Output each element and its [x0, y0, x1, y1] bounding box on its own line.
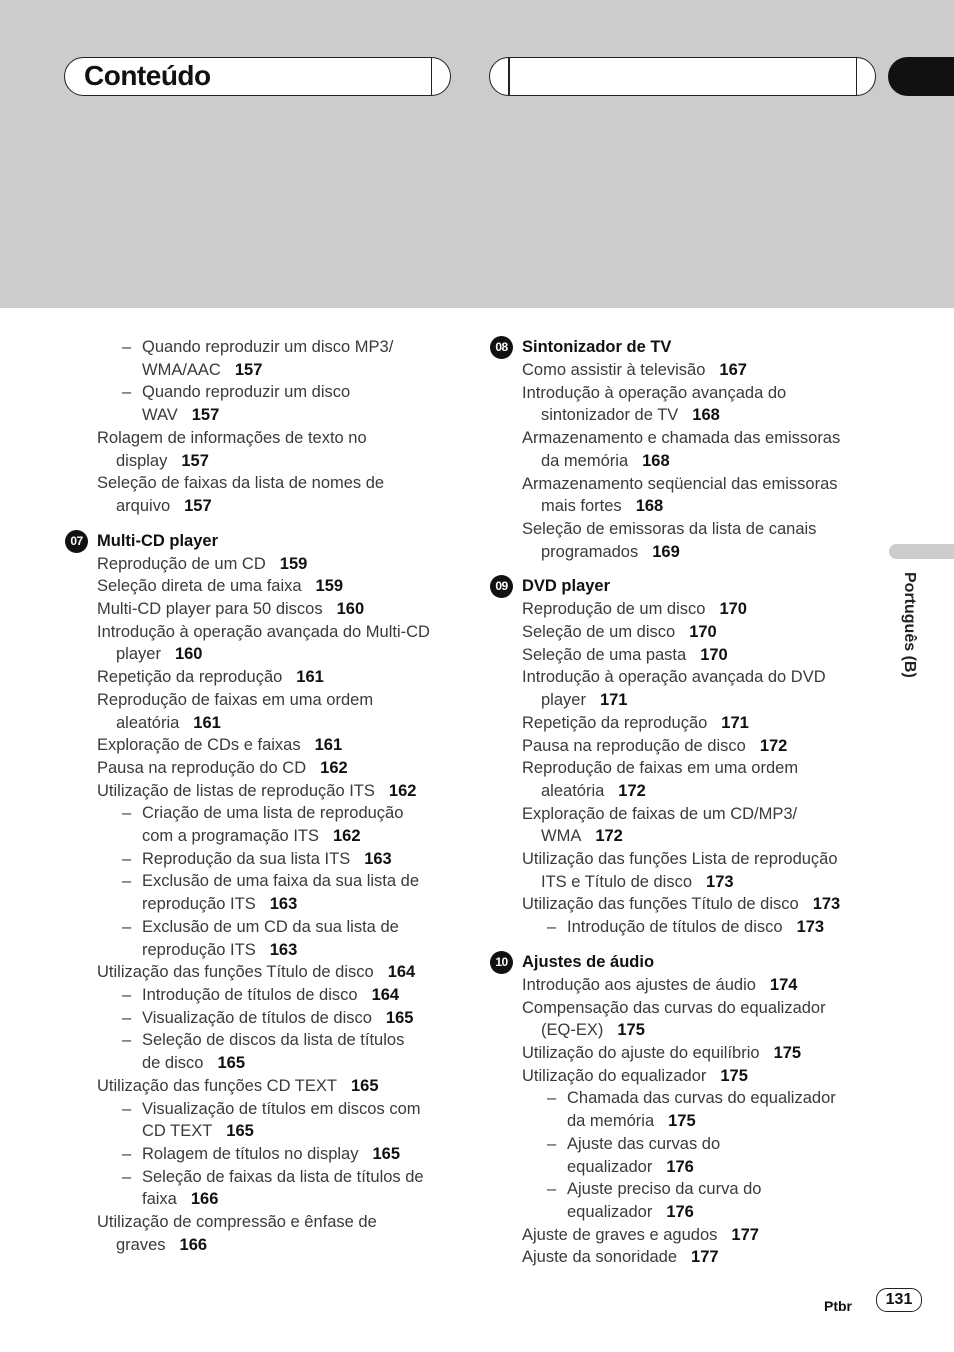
entry-line	[64, 621, 434, 644]
entry-line	[64, 1098, 434, 1121]
entry-text: graves	[116, 1235, 166, 1254]
dash-bullet: –	[547, 1180, 557, 1199]
entry-text: Utilização das funções Título de disco	[522, 895, 799, 914]
entry-page-number: 160	[174, 645, 203, 664]
toc-entry	[489, 1133, 874, 1178]
toc-entry	[489, 848, 874, 893]
entry-line	[489, 359, 874, 382]
entry-line	[489, 1224, 874, 1247]
entry-line	[64, 712, 434, 735]
entry-line	[64, 381, 434, 404]
entry-line	[489, 712, 874, 735]
section-heading	[489, 951, 874, 974]
entry-text: Introdução à operação avançada do Multi-CD	[97, 622, 430, 641]
entry-text: de disco	[142, 1054, 204, 1073]
entry-line	[64, 734, 434, 757]
entry-line	[489, 974, 874, 997]
dash-bullet: –	[122, 1144, 132, 1163]
entry-text: Seleção de uma pasta	[522, 645, 687, 664]
entry-line	[64, 359, 434, 382]
toc-entry	[489, 735, 874, 758]
entry-line	[489, 871, 874, 894]
entry-page-number: 176	[666, 1202, 694, 1221]
toc-entry	[489, 598, 874, 621]
toc-entry	[64, 1098, 434, 1143]
entry-text: Reprodução de faixas em uma ordem	[522, 759, 799, 778]
toc-entry	[64, 666, 434, 689]
entry-text: da memória	[567, 1112, 655, 1131]
entry-text: com a programação ITS	[142, 827, 319, 846]
entry-text: Utilização das funções Título de disco	[97, 963, 374, 982]
language-side-tab	[889, 544, 954, 559]
entry-text: Reprodução de um CD	[97, 554, 266, 573]
toc-section	[64, 530, 434, 1257]
dash-bullet: –	[122, 804, 132, 823]
entry-text: equalizador	[567, 1202, 653, 1221]
entry-text: Introdução de títulos de disco	[567, 918, 783, 937]
language-label: Português (B)	[901, 572, 918, 678]
entry-text: ITS e Título de disco	[541, 872, 693, 891]
toc-entry	[64, 427, 434, 472]
entry-line	[64, 870, 434, 893]
dash-bullet: –	[547, 1134, 557, 1153]
toc-entry	[489, 518, 874, 563]
entry-text: Seleção direta de uma faixa	[97, 577, 302, 596]
chapter-number-badge: 08	[490, 336, 513, 359]
entry-page-number: 163	[269, 940, 298, 959]
toc-entry	[489, 1042, 874, 1065]
toc-entry	[489, 1087, 874, 1132]
entry-line	[64, 1075, 434, 1098]
entry-page-number: 165	[385, 1008, 414, 1027]
page-number: 131	[876, 1288, 922, 1312]
entry-line	[64, 984, 434, 1007]
entry-line	[64, 553, 434, 576]
entry-page-number: 175	[668, 1112, 696, 1131]
chapter-number-badge: 09	[490, 575, 513, 598]
entry-line	[489, 689, 874, 712]
entry-line	[489, 848, 874, 871]
chapter-tab	[888, 57, 954, 96]
toc-entry	[64, 1166, 434, 1211]
entry-text: reprodução ITS	[142, 895, 256, 914]
entry-line	[489, 825, 874, 848]
entry-page-number: 166	[190, 1190, 219, 1209]
entry-text: Pausa na reprodução do CD	[97, 758, 307, 777]
entry-text: Seleção de emissoras da lista de canais	[522, 519, 817, 538]
entry-text: Seleção de discos da lista de títulos	[142, 1031, 405, 1050]
entry-text: WMA	[541, 827, 582, 846]
entry-line	[64, 939, 434, 962]
entry-page-number: 173	[796, 918, 825, 937]
entry-text: Ajuste preciso da curva do	[567, 1180, 762, 1199]
entry-line	[64, 1166, 434, 1189]
toc-entry	[64, 336, 434, 381]
entry-line	[489, 1065, 874, 1088]
entry-line	[489, 997, 874, 1020]
toc-entry	[489, 916, 874, 939]
entry-page-number: 163	[269, 895, 298, 914]
toc-entry	[64, 757, 434, 780]
toc-entry	[64, 1029, 434, 1074]
entry-page-number: 176	[666, 1157, 694, 1176]
toc-entry	[64, 780, 434, 803]
toc-entry	[64, 1143, 434, 1166]
entry-line	[489, 1156, 874, 1179]
entry-line	[489, 757, 874, 780]
entry-line	[64, 825, 434, 848]
entry-text: Seleção de faixas da lista de nomes de	[97, 474, 385, 493]
entry-page-number: 166	[179, 1235, 208, 1254]
entry-text: mais fortes	[541, 497, 622, 516]
toc-entry	[489, 803, 874, 848]
chapter-number-badge: 10	[490, 951, 513, 974]
entry-line	[64, 575, 434, 598]
entry-line	[489, 450, 874, 473]
entry-text: da memória	[541, 451, 629, 470]
entry-page-number: 161	[314, 736, 343, 755]
toc-entry	[64, 472, 434, 517]
entry-text: Ajuste de graves e agudos	[522, 1225, 718, 1244]
entry-line	[489, 803, 874, 826]
entry-line	[489, 1201, 874, 1224]
toc-section	[64, 336, 434, 518]
entry-text: Utilização das funções Lista de reprodução	[522, 850, 838, 869]
entry-line	[64, 495, 434, 518]
header-band	[0, 0, 954, 308]
entry-text: Quando reproduzir um disco MP3/	[142, 338, 394, 356]
toc-entry	[64, 802, 434, 847]
dash-bullet: –	[122, 1099, 132, 1118]
entry-text: Armazenamento seqüencial das emissoras	[522, 474, 838, 493]
entry-text: sintonizador de TV	[541, 406, 679, 425]
entry-text: Exclusão de um CD da sua lista de	[142, 917, 399, 936]
entry-line	[489, 621, 874, 644]
toc-entry	[64, 553, 434, 576]
dash-bullet: –	[122, 1031, 132, 1050]
entry-page-number: 163	[364, 849, 392, 868]
entry-line	[64, 1029, 434, 1052]
toc-section	[489, 336, 874, 563]
entry-page-number: 175	[720, 1066, 748, 1085]
entry-page-number: 164	[387, 963, 416, 982]
dash-bullet: –	[122, 849, 132, 868]
entry-line	[489, 541, 874, 564]
entry-page-number: 177	[731, 1225, 759, 1244]
toc-section	[489, 575, 874, 939]
entry-text: Exploração de CDs e faixas	[97, 736, 301, 755]
entry-line	[64, 961, 434, 984]
toc-entry	[64, 870, 434, 915]
toc-entry	[489, 427, 874, 472]
entry-line	[489, 473, 874, 496]
toc-entry	[64, 621, 434, 666]
toc-entry	[489, 359, 874, 382]
toc-entry	[489, 382, 874, 427]
entry-text: player	[541, 691, 586, 710]
entry-text: Introdução à operação avançada do DVD	[522, 668, 826, 687]
toc-entry	[64, 689, 434, 734]
entry-line	[64, 472, 434, 495]
entry-line	[489, 1019, 874, 1042]
header-frame-right	[489, 57, 876, 96]
entry-line	[489, 427, 874, 450]
dash-bullet: –	[547, 918, 557, 937]
entry-line	[64, 916, 434, 939]
entry-page-number: 165	[226, 1122, 254, 1141]
entry-line	[489, 735, 874, 758]
entry-text: Ajuste das curvas do	[567, 1134, 721, 1153]
entry-line	[64, 1234, 434, 1257]
entry-text: Ajuste da sonoridade	[522, 1248, 678, 1267]
entry-page-number: 165	[372, 1144, 400, 1163]
entry-text: Armazenamento e chamada das emissoras	[522, 429, 841, 448]
entry-page-number: 172	[759, 736, 788, 755]
toc-entry	[489, 1224, 874, 1247]
entry-page-number: 172	[618, 781, 646, 800]
entry-page-number: 170	[689, 623, 717, 642]
toc-entry	[64, 575, 434, 598]
section-heading	[489, 336, 874, 359]
entry-text: WAV	[142, 406, 178, 425]
entry-text: Seleção de um disco	[522, 623, 676, 642]
entry-text: Introdução à operação avançada do	[522, 383, 787, 402]
entry-line	[64, 1052, 434, 1075]
entry-line	[64, 598, 434, 621]
entry-line	[64, 1143, 434, 1166]
toc-entry	[489, 644, 874, 667]
entry-line	[489, 1042, 874, 1065]
entry-page-number: 173	[706, 872, 734, 891]
toc-entry	[64, 381, 434, 426]
entry-line	[64, 336, 434, 359]
entry-page-number: 160	[336, 600, 365, 619]
entry-line	[489, 598, 874, 621]
toc-entry	[489, 1178, 874, 1223]
entry-page-number: 157	[234, 360, 263, 379]
toc-entry	[64, 598, 434, 621]
entry-text: Reprodução da sua lista ITS	[142, 849, 351, 868]
entry-text: Utilização das funções CD TEXT	[97, 1076, 337, 1095]
entry-line	[64, 757, 434, 780]
entry-text: Visualização de títulos de disco	[142, 1008, 372, 1027]
dash-bullet: –	[122, 872, 132, 891]
entry-line	[64, 666, 434, 689]
section-title: Sintonizador de TV	[522, 338, 672, 356]
entry-text: Reprodução de faixas em uma ordem	[97, 690, 374, 709]
entry-line	[64, 848, 434, 871]
toc-entry	[489, 757, 874, 802]
entry-page-number: 175	[773, 1043, 802, 1062]
entry-text: faixa	[142, 1190, 177, 1209]
toc-entry	[489, 1065, 874, 1088]
toc-entry	[64, 734, 434, 757]
entry-page-number: 159	[279, 554, 308, 573]
entry-page-number: 165	[217, 1054, 245, 1073]
entry-text: Utilização do equalizador	[522, 1066, 707, 1085]
entry-page-number: 168	[692, 406, 720, 425]
toc-section	[489, 951, 874, 1269]
entry-line	[64, 427, 434, 450]
footer-language-code: Ptbr	[824, 1298, 852, 1314]
dash-bullet: –	[122, 1167, 132, 1186]
dash-bullet: –	[122, 383, 132, 402]
entry-text: Multi-CD player para 50 discos	[97, 600, 323, 619]
entry-text: Seleção de faixas da lista de títulos de	[142, 1167, 424, 1186]
entry-line	[64, 1120, 434, 1143]
entry-text: Exclusão de uma faixa da sua lista de	[142, 872, 419, 891]
entry-line	[64, 1211, 434, 1234]
dash-bullet: –	[547, 1089, 557, 1108]
entry-line	[64, 802, 434, 825]
toc-entry	[64, 1007, 434, 1030]
entry-page-number: 170	[700, 645, 728, 664]
entry-text: Visualização de títulos em discos com	[142, 1099, 421, 1118]
toc-left-column	[64, 336, 434, 1268]
toc-entry	[64, 1211, 434, 1256]
entry-line	[64, 893, 434, 916]
entry-page-number: 167	[719, 361, 747, 379]
entry-text: player	[116, 645, 161, 664]
page-title: Conteúdo	[84, 60, 211, 91]
entry-text: WMA/AAC	[142, 360, 221, 379]
entry-text: Criação de uma lista de reprodução	[142, 804, 404, 823]
entry-text: Repetição da reprodução	[97, 668, 283, 687]
toc-entry	[64, 916, 434, 961]
entry-text: Utilização de compressão e ênfase de	[97, 1213, 377, 1232]
entry-page-number: 177	[691, 1248, 719, 1267]
entry-page-number: 162	[320, 758, 348, 777]
entry-text: aleatória	[116, 713, 180, 732]
entry-line	[64, 643, 434, 666]
section-title: Ajustes de áudio	[522, 952, 655, 971]
entry-text: display	[116, 451, 168, 470]
toc-right-column	[489, 336, 874, 1281]
entry-page-number: 162	[333, 827, 361, 846]
entry-text: Repetição da reprodução	[522, 713, 708, 732]
entry-line	[489, 1246, 874, 1269]
entry-line	[64, 404, 434, 427]
entry-text: programados	[541, 542, 639, 561]
toc-entry	[489, 997, 874, 1042]
entry-text: Exploração de faixas de um CD/MP3/	[522, 804, 798, 823]
dash-bullet: –	[122, 985, 132, 1004]
toc-entry	[489, 1246, 874, 1269]
entry-page-number: 174	[769, 975, 798, 994]
entry-line	[489, 666, 874, 689]
entry-page-number: 157	[184, 496, 212, 515]
entry-line	[489, 518, 874, 541]
entry-page-number: 162	[388, 781, 417, 800]
entry-text: Rolagem de informações de texto no	[97, 428, 367, 447]
entry-page-number: 168	[642, 451, 670, 470]
entry-page-number: 168	[635, 497, 664, 516]
entry-text: aleatória	[541, 781, 605, 800]
entry-text: Reprodução de um disco	[522, 600, 706, 619]
entry-page-number: 157	[181, 451, 209, 470]
entry-text: (EQ-EX)	[541, 1021, 604, 1040]
section-heading	[489, 575, 874, 598]
dash-bullet: –	[122, 917, 132, 936]
chapter-number-badge: 07	[65, 530, 88, 553]
toc-entry	[64, 984, 434, 1007]
section-heading	[64, 530, 434, 553]
entry-page-number: 164	[371, 985, 400, 1004]
entry-page-number: 173	[812, 895, 841, 914]
toc-entry	[489, 712, 874, 735]
entry-line	[489, 495, 874, 518]
entry-text: Como assistir à televisão	[522, 361, 706, 379]
entry-line	[64, 1007, 434, 1030]
entry-line	[64, 689, 434, 712]
entry-page-number: 170	[719, 600, 747, 619]
entry-page-number: 161	[193, 713, 221, 732]
entry-text: Rolagem de títulos no display	[142, 1144, 359, 1163]
toc-entry	[489, 666, 874, 711]
entry-line	[489, 780, 874, 803]
toc-entry	[64, 961, 434, 984]
section-title: Multi-CD player	[97, 531, 219, 550]
toc-entry	[489, 621, 874, 644]
entry-text: Introdução de títulos de disco	[142, 985, 358, 1004]
entry-page-number: 165	[350, 1076, 379, 1095]
entry-line	[489, 404, 874, 427]
entry-text: reprodução ITS	[142, 940, 256, 959]
entry-text: Quando reproduzir um disco	[142, 383, 351, 402]
dash-bullet: –	[122, 338, 132, 356]
entry-text: CD TEXT	[142, 1122, 213, 1141]
toc-entry	[489, 893, 874, 916]
entry-line	[64, 1188, 434, 1211]
entry-page-number: 161	[296, 668, 324, 687]
entry-line	[64, 780, 434, 803]
toc-entry	[489, 974, 874, 997]
entry-line	[64, 450, 434, 473]
entry-text: equalizador	[567, 1157, 653, 1176]
entry-line	[489, 1110, 874, 1133]
entry-text: Introdução aos ajustes de áudio	[522, 975, 756, 994]
section-title: DVD player	[522, 577, 611, 596]
entry-text: Pausa na reprodução de disco	[522, 736, 746, 755]
entry-page-number: 175	[617, 1021, 645, 1040]
entry-text: Chamada das curvas do equalizador	[567, 1089, 836, 1108]
entry-page-number: 157	[191, 406, 220, 425]
dash-bullet: –	[122, 1008, 132, 1027]
entry-line	[489, 644, 874, 667]
entry-line	[489, 893, 874, 916]
entry-text: arquivo	[116, 496, 171, 515]
entry-text: Utilização do ajuste do equilíbrio	[522, 1043, 760, 1062]
entry-line	[489, 382, 874, 405]
entry-page-number: 171	[599, 691, 628, 710]
entry-text: Utilização de listas de reprodução ITS	[97, 781, 375, 800]
entry-page-number: 171	[721, 713, 749, 732]
entry-text: Compensação das curvas do equalizador	[522, 998, 826, 1017]
toc-entry	[64, 1075, 434, 1098]
toc-entry	[64, 848, 434, 871]
entry-page-number: 159	[315, 577, 344, 596]
entry-page-number: 169	[652, 542, 680, 561]
entry-page-number: 172	[595, 827, 623, 846]
toc-entry	[489, 473, 874, 518]
